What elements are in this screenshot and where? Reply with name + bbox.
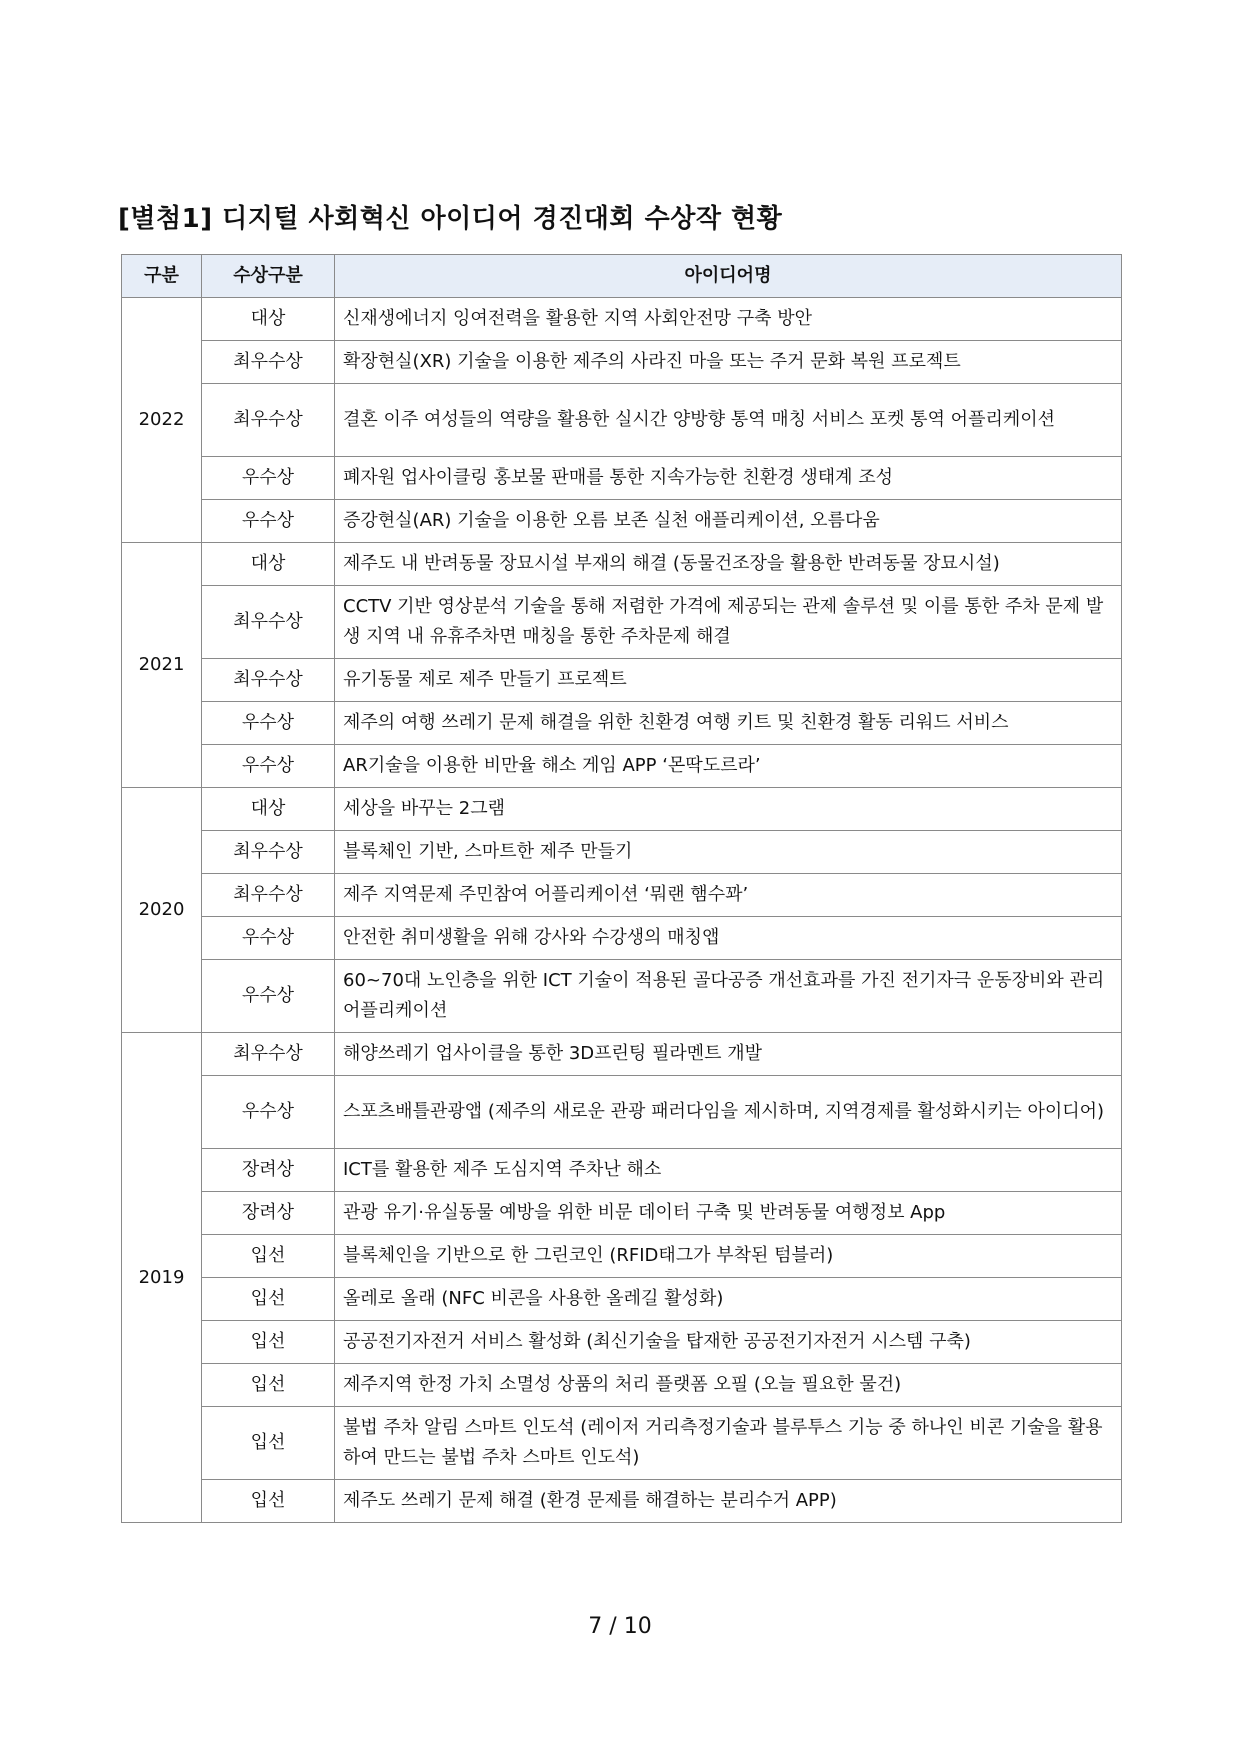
idea-cell: 제주지역 한정 가치 소멸성 상품의 처리 플랫폼 오필 (오늘 필요한 물건) [335, 1364, 1122, 1407]
idea-cell: 제주도 쓰레기 문제 해결 (환경 문제를 해결하는 분리수거 APP) [335, 1480, 1122, 1523]
table-row [122, 1364, 1122, 1407]
award-cell: 우수상 [202, 917, 335, 960]
award-cell: 입선 [202, 1480, 335, 1523]
award-cell: 입선 [202, 1321, 335, 1364]
table-row [122, 1033, 1122, 1076]
table-row [122, 702, 1122, 745]
award-cell: 최우수상 [202, 831, 335, 874]
year-cell: 2021 [122, 543, 202, 788]
header-year: 구분 [122, 255, 202, 298]
header-idea: 아이디어명 [335, 255, 1122, 298]
idea-cell: 유기동물 제로 제주 만들기 프로젝트 [335, 659, 1122, 702]
award-cell: 우수상 [202, 960, 335, 1033]
idea-cell: 세상을 바꾸는 2그램 [335, 788, 1122, 831]
idea-cell: 안전한 취미생활을 위해 강사와 수강생의 매칭앱 [335, 917, 1122, 960]
table-row [122, 543, 1122, 586]
idea-cell: 공공전기자전거 서비스 활성화 (최신기술을 탑재한 공공전기자전거 시스템 구축) [335, 1321, 1122, 1364]
idea-cell: 결혼 이주 여성들의 역량을 활용한 실시간 양방향 통역 매칭 서비스 포켓 통역 어플리케이션 [335, 384, 1122, 457]
table-row [122, 831, 1122, 874]
award-cell: 최우수상 [202, 659, 335, 702]
table-row [122, 1321, 1122, 1364]
award-cell: 최우수상 [202, 874, 335, 917]
table-row [122, 457, 1122, 500]
header-award: 수상구분 [202, 255, 335, 298]
table-row [122, 1278, 1122, 1321]
award-cell: 입선 [202, 1407, 335, 1480]
idea-cell: AR기술을 이용한 비만율 해소 게임 APP ‘몬딱도르라’ [335, 745, 1122, 788]
idea-cell: 제주 지역문제 주민참여 어플리케이션 ‘뭐랜 햄수꽈’ [335, 874, 1122, 917]
table-row [122, 960, 1122, 1033]
idea-cell: 해양쓰레기 업사이클을 통한 3D프린팅 필라멘트 개발 [335, 1033, 1122, 1076]
award-cell: 최우수상 [202, 586, 335, 659]
page-number: 7 / 10 [588, 1614, 652, 1639]
award-cell: 우수상 [202, 745, 335, 788]
idea-cell: 증강현실(AR) 기술을 이용한 오름 보존 실천 애플리케이션, 오름다움 [335, 500, 1122, 543]
table-row [122, 788, 1122, 831]
idea-cell: 블록체인 기반, 스마트한 제주 만들기 [335, 831, 1122, 874]
table-row [122, 1149, 1122, 1192]
idea-cell: 신재생에너지 잉여전력을 활용한 지역 사회안전망 구축 방안 [335, 298, 1122, 341]
document-title: [별첨1] 디지털 사회혁신 아이디어 경진대회 수상작 현황 [118, 204, 783, 234]
award-cell: 입선 [202, 1364, 335, 1407]
table-row [122, 384, 1122, 457]
award-cell: 장려상 [202, 1149, 335, 1192]
table-row [122, 917, 1122, 960]
award-cell: 우수상 [202, 702, 335, 745]
idea-cell: 스포츠배틀관광앱 (제주의 새로운 관광 패러다임을 제시하며, 지역경제를 활성화시키는 아이디어) [335, 1076, 1122, 1149]
year-cell: 2022 [122, 298, 202, 543]
idea-cell: 제주도 내 반려동물 장묘시설 부재의 해결 (동물건조장을 활용한 반려동물 장묘시설) [335, 543, 1122, 586]
table-row [122, 341, 1122, 384]
table-row [122, 298, 1122, 341]
idea-cell: 불법 주차 알림 스마트 인도석 (레이저 거리측정기술과 블루투스 기능 중 하나인 비콘 기술을 활용하여 만드는 불법 주차 스마트 인도석) [335, 1407, 1122, 1480]
year-cell: 2019 [122, 1033, 202, 1523]
table-row [122, 874, 1122, 917]
table-row [122, 586, 1122, 659]
table-header-row [122, 255, 1122, 298]
idea-cell: 확장현실(XR) 기술을 이용한 제주의 사라진 마을 또는 주거 문화 복원 프로젝트 [335, 341, 1122, 384]
award-cell: 우수상 [202, 457, 335, 500]
award-cell: 최우수상 [202, 384, 335, 457]
awards-table [121, 254, 1122, 1523]
idea-cell: CCTV 기반 영상분석 기술을 통해 저렴한 가격에 제공되는 관제 솔루션 및 이를 통한 주차 문제 발생 지역 내 유휴주차면 매칭을 통한 주차문제 해결 [335, 586, 1122, 659]
award-cell: 대상 [202, 543, 335, 586]
table-row [122, 1235, 1122, 1278]
year-cell: 2020 [122, 788, 202, 1033]
idea-cell: ICT를 활용한 제주 도심지역 주차난 해소 [335, 1149, 1122, 1192]
table-row [122, 1076, 1122, 1149]
idea-cell: 올레로 올래 (NFC 비콘을 사용한 올레길 활성화) [335, 1278, 1122, 1321]
award-cell: 우수상 [202, 500, 335, 543]
award-cell: 최우수상 [202, 341, 335, 384]
table-row [122, 1480, 1122, 1523]
idea-cell: 관광 유기·유실동물 예방을 위한 비문 데이터 구축 및 반려동물 여행정보 App [335, 1192, 1122, 1235]
award-cell: 장려상 [202, 1192, 335, 1235]
award-cell: 입선 [202, 1278, 335, 1321]
idea-cell: 폐자원 업사이클링 홍보물 판매를 통한 지속가능한 친환경 생태계 조성 [335, 457, 1122, 500]
idea-cell: 60~70대 노인층을 위한 ICT 기술이 적용된 골다공증 개선효과를 가진 전기자극 운동장비와 관리 어플리케이션 [335, 960, 1122, 1033]
award-cell: 입선 [202, 1235, 335, 1278]
table-row [122, 745, 1122, 788]
award-cell: 대상 [202, 298, 335, 341]
idea-cell: 제주의 여행 쓰레기 문제 해결을 위한 친환경 여행 키트 및 친환경 활동 리워드 서비스 [335, 702, 1122, 745]
table-row [122, 500, 1122, 543]
award-cell: 최우수상 [202, 1033, 335, 1076]
award-cell: 대상 [202, 788, 335, 831]
idea-cell: 블록체인을 기반으로 한 그린코인 (RFID태그가 부착된 텀블러) [335, 1235, 1122, 1278]
table-row [122, 659, 1122, 702]
award-cell: 우수상 [202, 1076, 335, 1149]
table-row [122, 1192, 1122, 1235]
table-row [122, 1407, 1122, 1480]
